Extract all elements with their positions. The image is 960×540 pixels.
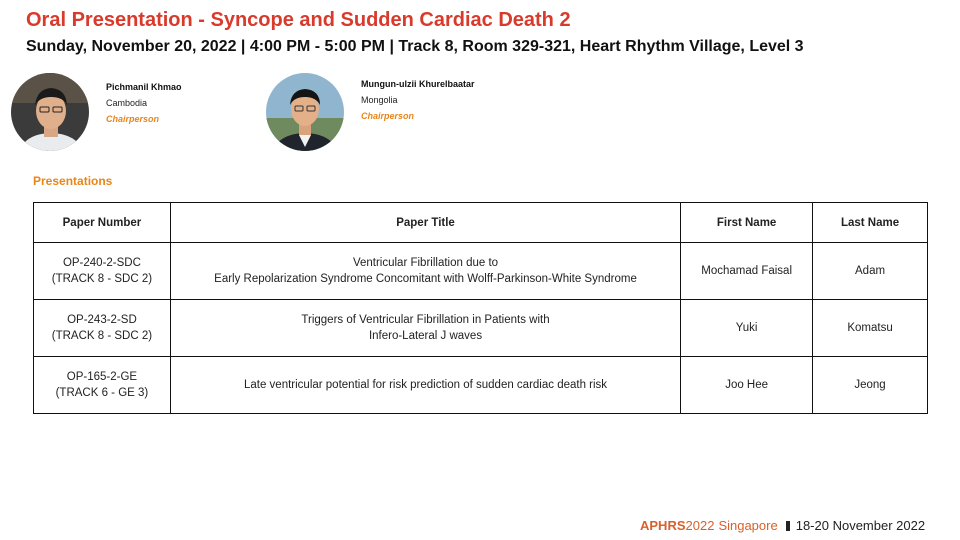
brand-name: APHRS [640,518,686,533]
first-name-cell: Mochamad Faisal [681,243,813,300]
table-header-row [34,203,928,243]
paper-number-cell: OP-240-2-SDC (TRACK 8 - SDC 2) [34,243,171,300]
paper-number-cell: OP-165-2-GE (TRACK 6 - GE 3) [34,357,171,414]
person-photo-icon [11,73,89,151]
last-name-cell: Jeong [813,357,928,414]
table-row [34,357,928,414]
column-header-paper-number: Paper Number [34,203,171,243]
chair-2-role: Chairperson [361,111,415,121]
chair-1-name: Pichmanil Khmao [106,82,182,92]
chair-1-country: Cambodia [106,98,148,108]
session-title: Oral Presentation - Syncope and Sudden Cardiac Death 2 [26,9,571,31]
event-dates: 18-20 November 2022 [795,518,926,533]
brand-city: Singapore [718,518,778,533]
session-subtitle: Sunday, November 20, 2022 | 4:00 PM - 5:00 PM | Track 8, Room 329-321, Heart Rhythm Village, Level 3 [26,38,804,55]
footer-separator [786,521,790,531]
paper-number-cell: OP-243-2-SD (TRACK 8 - SDC 2) [34,300,171,357]
paper-title-cell: Triggers of Ventricular Fibrillation in Patients with Infero-Lateral J waves [170,300,680,357]
chair-1-role: Chairperson [106,114,160,124]
first-name-cell: Joo Hee [681,357,813,414]
presentations-label: Presentations [33,174,113,188]
brand-year: 2022 [685,518,715,533]
paper-title-cell: Ventricular Fibrillation due to Early Repolarization Syndrome Concomitant with Wolff-Parkinson-White Syndrome [170,243,680,300]
first-name-cell: Yuki [681,300,813,357]
last-name-cell: Komatsu [813,300,928,357]
last-name-cell: Adam [813,243,928,300]
table-row [34,300,928,357]
presentations-table [33,202,928,414]
chair-1-avatar [11,73,89,151]
paper-title-cell: Late ventricular potential for risk prediction of sudden cardiac death risk [170,357,680,414]
footer-branding [640,518,925,533]
chair-2-country: Mongolia [361,95,398,105]
chair-2-name: Mungun-ulzii Khurelbaatar [361,79,475,89]
column-header-paper-title: Paper Title [170,203,680,243]
table-row [34,243,928,300]
column-header-first-name: First Name [681,203,813,243]
person-photo-icon [266,73,344,151]
column-header-last-name: Last Name [813,203,928,243]
chair-2-avatar [266,73,344,151]
